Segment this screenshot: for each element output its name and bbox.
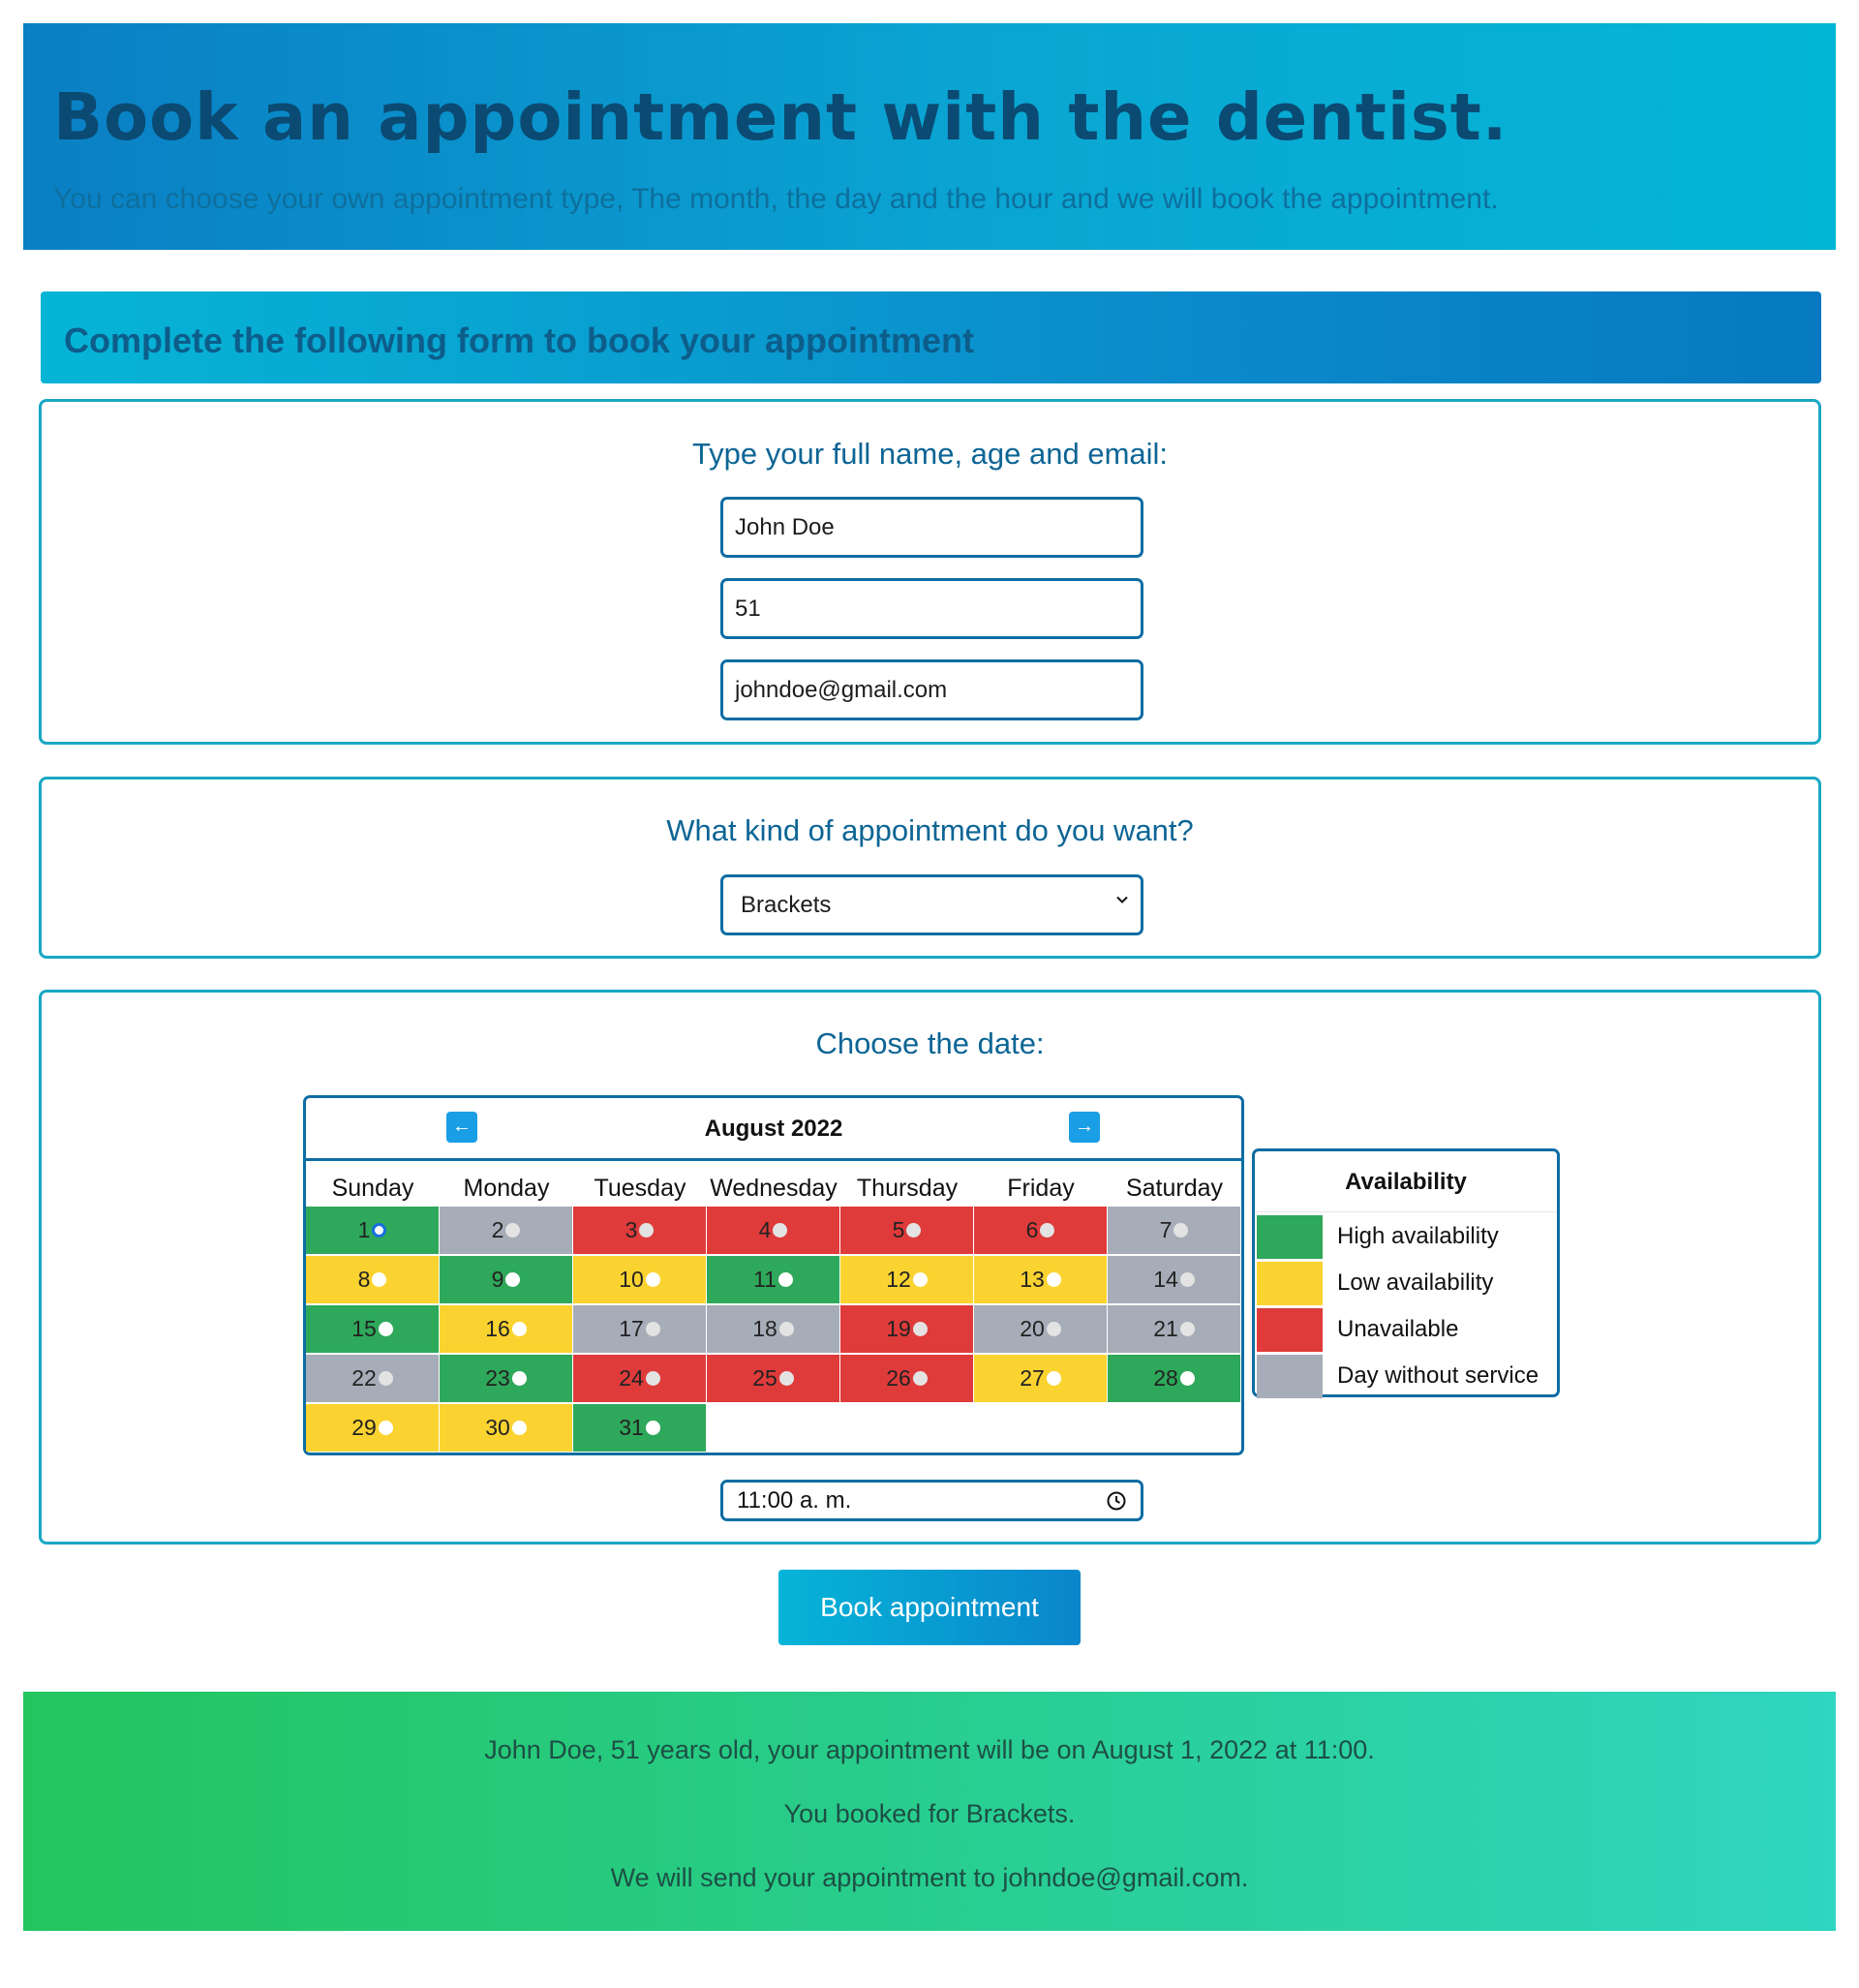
day-radio[interactable] [778, 1272, 793, 1287]
previous-month-button[interactable]: ← [446, 1112, 477, 1143]
form-banner [41, 291, 1821, 383]
day-radio[interactable] [1180, 1322, 1195, 1336]
day-radio[interactable] [1180, 1371, 1195, 1386]
calendar-day-number: 13 [1020, 1267, 1045, 1292]
appointment-type-select[interactable] [720, 874, 1143, 935]
calendar-day-20[interactable] [974, 1305, 1107, 1353]
day-radio[interactable] [906, 1223, 921, 1238]
legend-label: High availability [1337, 1223, 1499, 1249]
book-appointment-button[interactable]: Book appointment [778, 1570, 1081, 1645]
legend-swatch [1257, 1215, 1323, 1259]
weekday-sunday: Sunday [331, 1175, 414, 1202]
calendar-day-number: 28 [1153, 1365, 1178, 1391]
calendar-day-number: 3 [625, 1217, 638, 1242]
calendar-day-number: 21 [1153, 1316, 1178, 1341]
calendar-day-7[interactable] [1108, 1207, 1240, 1254]
weekday-saturday: Saturday [1125, 1175, 1224, 1202]
calendar-day-number: 18 [752, 1316, 777, 1341]
date-card [39, 990, 1821, 1545]
calendar-day-14[interactable] [1108, 1256, 1240, 1303]
calendar-day-28[interactable] [1108, 1355, 1240, 1402]
calendar-day-number: 29 [351, 1415, 377, 1440]
weekday-tuesday: Tuesday [594, 1175, 686, 1202]
day-radio[interactable] [1040, 1223, 1054, 1238]
day-radio[interactable] [379, 1421, 393, 1435]
calendar-day-10[interactable] [573, 1256, 706, 1303]
calendar-day-17[interactable] [573, 1305, 706, 1353]
calendar-day-25[interactable] [707, 1355, 839, 1402]
calendar-day-number: 4 [758, 1217, 772, 1242]
calendar-day-number: 6 [1025, 1217, 1039, 1242]
calendar-day-8[interactable] [306, 1256, 439, 1303]
confirmation-line-3: We will send your appointment to johndoe@gmail.com. [610, 1863, 1249, 1892]
calendar [303, 1095, 1244, 1455]
day-radio[interactable] [372, 1272, 386, 1287]
day-radio[interactable] [646, 1421, 660, 1435]
day-radio[interactable] [913, 1322, 928, 1336]
day-radio[interactable] [646, 1272, 660, 1287]
day-radio[interactable] [1047, 1371, 1061, 1386]
confirmation-panel [23, 1692, 1836, 1931]
calendar-day-2[interactable] [440, 1207, 572, 1254]
calendar-day-number: 16 [485, 1316, 510, 1341]
legend-divider [1255, 1211, 1557, 1212]
calendar-day-number: 8 [357, 1267, 371, 1292]
calendar-day-number: 7 [1159, 1217, 1173, 1242]
day-radio[interactable] [779, 1322, 794, 1336]
day-radio[interactable] [512, 1371, 527, 1386]
calendar-day-number: 19 [886, 1316, 911, 1341]
day-radio[interactable] [1047, 1322, 1061, 1336]
day-radio[interactable] [379, 1371, 393, 1386]
day-radio[interactable] [1180, 1272, 1195, 1287]
calendar-day-number: 20 [1020, 1316, 1045, 1341]
legend-swatch [1257, 1262, 1323, 1305]
chevron-down-icon [1115, 893, 1129, 906]
legend-label: Low availability [1337, 1269, 1494, 1296]
calendar-day-3[interactable] [573, 1207, 706, 1254]
calendar-day-number: 25 [752, 1365, 777, 1391]
page-header [23, 23, 1836, 250]
calendar-day-number: 22 [351, 1365, 377, 1391]
calendar-day-31[interactable] [573, 1404, 706, 1452]
legend-swatch [1257, 1355, 1323, 1398]
weekday-wednesday: Wednesday [710, 1175, 838, 1202]
confirmation-line-2: You booked for Brackets. [783, 1799, 1076, 1828]
form-banner-title: Complete the following form to book your appointment [64, 321, 974, 360]
personal-info-heading: Type your full name, age and email: [691, 437, 1169, 471]
day-radio[interactable] [639, 1223, 654, 1238]
calendar-day-19[interactable] [840, 1305, 973, 1353]
legend-title: Availability [1345, 1169, 1467, 1195]
calendar-day-5[interactable] [840, 1207, 973, 1254]
calendar-day-1[interactable] [306, 1207, 439, 1254]
email-input[interactable]: johndoe@gmail.com [720, 659, 1143, 720]
appointment-type-heading: What kind of appointment do you want? [666, 813, 1194, 847]
age-input[interactable]: 51 [720, 578, 1143, 639]
full-name-input[interactable]: John Doe [720, 497, 1143, 558]
appointment-type-card [39, 777, 1821, 959]
personal-info-card [39, 399, 1821, 745]
legend-swatch [1257, 1308, 1323, 1352]
calendar-day-number: 11 [753, 1267, 777, 1292]
page-title: Book an appointment with the dentist. [53, 79, 1509, 155]
weekday-friday: Friday [1007, 1175, 1075, 1202]
calendar-day-9[interactable] [440, 1256, 572, 1303]
day-radio[interactable] [779, 1371, 794, 1386]
availability-legend [1252, 1148, 1560, 1397]
calendar-header [306, 1098, 1241, 1161]
day-radio[interactable] [505, 1223, 520, 1238]
legend-label: Day without service [1337, 1362, 1539, 1389]
calendar-day-23[interactable] [440, 1355, 572, 1402]
calendar-day-number: 31 [619, 1415, 644, 1440]
time-input[interactable] [720, 1480, 1143, 1521]
calendar-day-11[interactable] [707, 1256, 839, 1303]
day-radio[interactable] [379, 1322, 393, 1336]
day-radio[interactable] [512, 1421, 527, 1435]
day-radio[interactable] [1047, 1272, 1061, 1287]
calendar-day-number: 14 [1153, 1267, 1178, 1292]
legend-label: Unavailable [1337, 1316, 1459, 1342]
calendar-day-29[interactable] [306, 1404, 439, 1452]
calendar-day-number: 27 [1020, 1365, 1045, 1391]
calendar-day-16[interactable] [440, 1305, 572, 1353]
calendar-day-number: 1 [357, 1217, 371, 1242]
next-month-button[interactable]: → [1069, 1112, 1100, 1143]
calendar-day-number: 15 [351, 1316, 377, 1341]
calendar-day-number: 5 [892, 1217, 905, 1242]
day-radio[interactable] [913, 1272, 928, 1287]
day-radio[interactable] [505, 1272, 520, 1287]
day-radio[interactable] [646, 1371, 660, 1386]
day-radio[interactable] [913, 1371, 928, 1386]
calendar-day-number: 10 [619, 1267, 644, 1292]
calendar-day-number: 9 [491, 1267, 504, 1292]
calendar-day-15[interactable] [306, 1305, 439, 1353]
calendar-day-number: 2 [491, 1217, 504, 1242]
calendar-day-13[interactable] [974, 1256, 1107, 1303]
calendar-month-label: August 2022 [704, 1116, 843, 1142]
day-radio[interactable] [773, 1223, 787, 1238]
day-radio[interactable] [512, 1322, 527, 1336]
calendar-day-27[interactable] [974, 1355, 1107, 1402]
appointment-type-selected: Brackets [741, 891, 832, 918]
calendar-day-24[interactable] [573, 1355, 706, 1402]
date-heading: Choose the date: [815, 1026, 1045, 1060]
day-radio[interactable] [1173, 1223, 1188, 1238]
calendar-day-22[interactable] [306, 1355, 439, 1402]
calendar-day-6[interactable] [974, 1207, 1107, 1254]
weekday-monday: Monday [463, 1175, 550, 1202]
calendar-day-18[interactable] [707, 1305, 839, 1353]
clock-icon[interactable] [1106, 1490, 1127, 1512]
calendar-day-26[interactable] [840, 1355, 973, 1402]
weekday-thursday: Thursday [856, 1175, 959, 1202]
calendar-day-number: 30 [485, 1415, 510, 1440]
calendar-day-12[interactable] [840, 1256, 973, 1303]
page-subtitle: You can choose your own appointment type, The month, the day and the hour and we will book the appointment. [53, 183, 1499, 215]
calendar-day-number: 17 [619, 1316, 644, 1341]
calendar-day-number: 23 [485, 1365, 510, 1391]
calendar-day-number: 12 [886, 1267, 911, 1292]
calendar-day-number: 26 [886, 1365, 911, 1391]
confirmation-line-1: John Doe, 51 years old, your appointment will be on August 1, 2022 at 11:00. [484, 1735, 1375, 1764]
calendar-day-30[interactable] [440, 1404, 572, 1452]
day-radio[interactable] [646, 1322, 660, 1336]
time-value: 11:00 a. m. [737, 1486, 852, 1514]
calendar-day-number: 24 [619, 1365, 644, 1391]
calendar-day-4[interactable] [707, 1207, 839, 1254]
day-radio[interactable] [372, 1223, 386, 1238]
calendar-day-21[interactable] [1108, 1305, 1240, 1353]
